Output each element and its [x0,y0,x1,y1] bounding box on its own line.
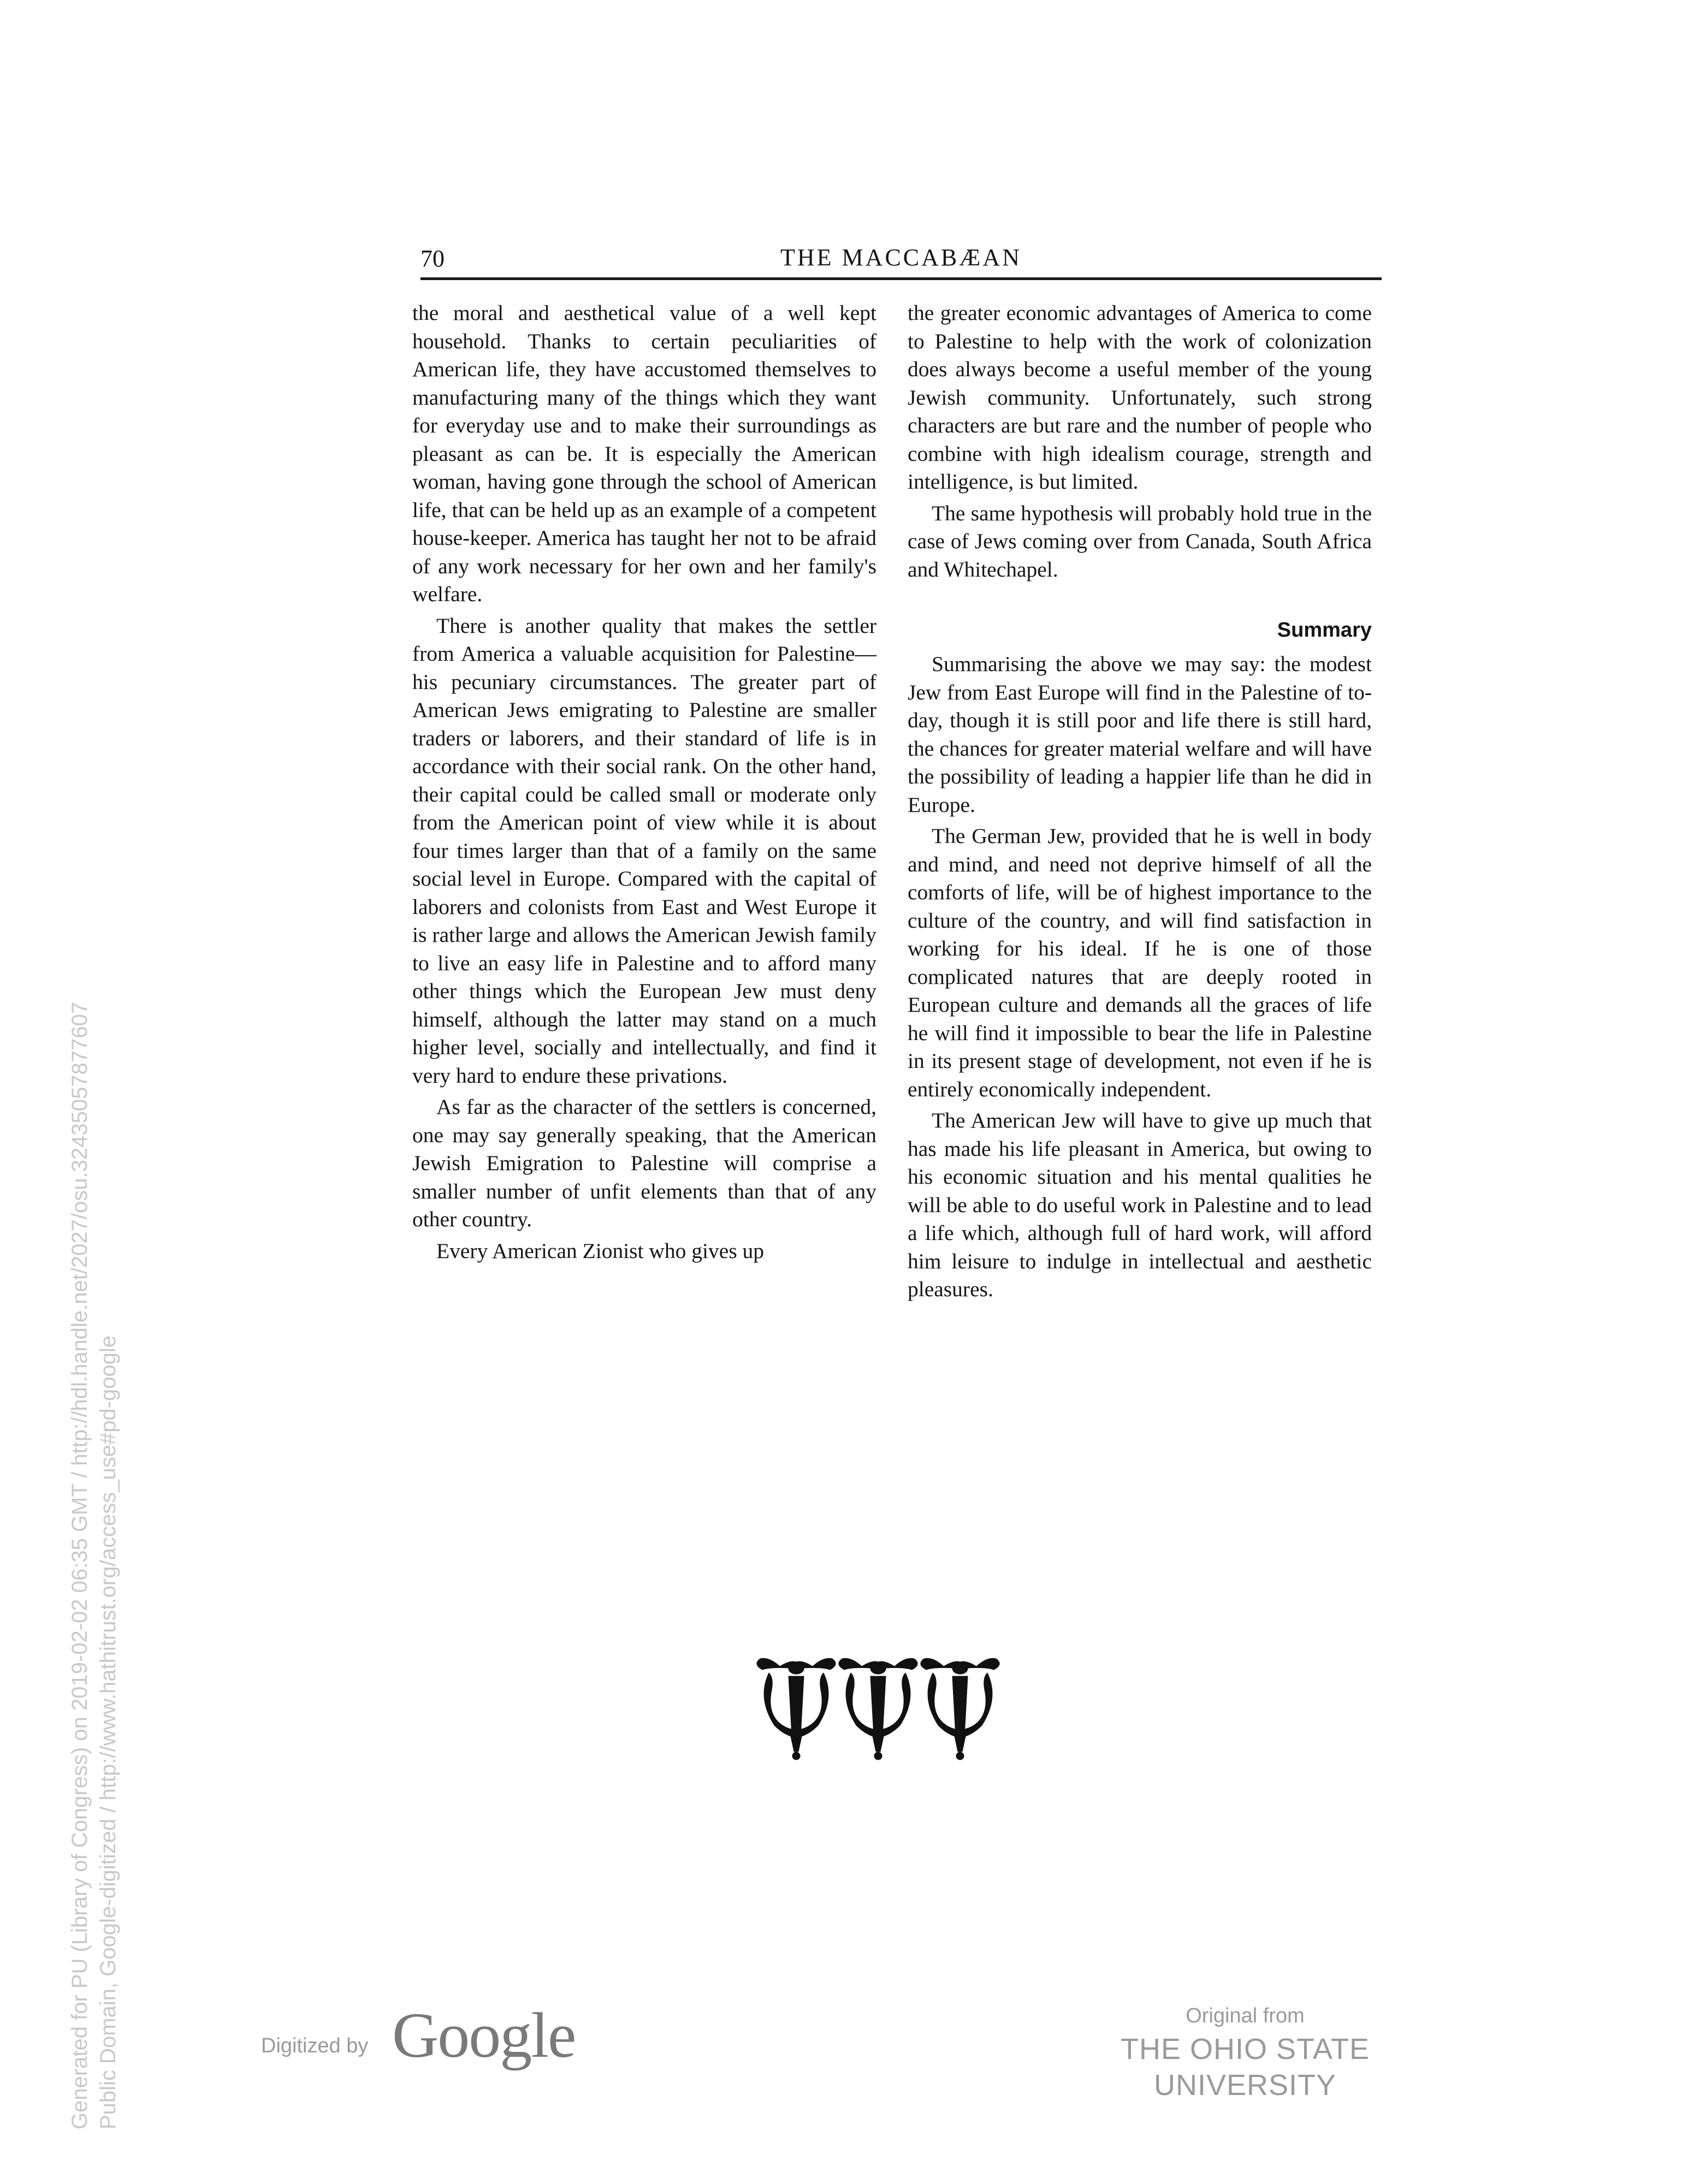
right-paragraph-1: the greater economic advantages of America to come to Palestine to help with the work of colonization does always become a useful member of the young Jewish community. Unfortunately, such strong characters are but rare and the number of people who combine with high idealism courage, strength and intelligence, is but limited. [908,301,1372,494]
summary-paragraph-1: Summarising the above we may say: the modest Jew from East Europe will find in the Palestine of to-day, though it is still poor and life there is still hard, the chances for greater material welfare and will have the possibility of leading a happier life than he did in Europe. [908,652,1372,817]
summary-paragraph-3: The American Jew will have to give up much that has made his life pleasant in America, but owing to his economic situation and his mental qualities he will be able to do useful work in Palestine and to lead a life which, although full of hard work, will afford him leisure to indulge in intellectual and aesthetic pleasures. [908,1108,1372,1301]
right-paragraph-2: The same hypothesis will probably hold true in the case of Jews coming over from Canada, South Africa and Whitechapel. [908,501,1372,581]
summary-heading: Summary [1277,619,1372,642]
watermark-line-2: Public Domain, Google-digitized / http://www.hathitrust.org/access_use#pd-google [96,1335,120,2129]
original-from-block [1054,2003,1436,2103]
google-logo: Google [392,1999,576,2071]
left-column [412,299,876,1265]
left-paragraph-1: the moral and aesthetical value of a well kept household. Thanks to certain peculiarities of American life, they have accustomed themselves to manufacturing many of the things which they want for everyday use and to make their surroundings as pleasant as can be. It is especially the American woman, having gone through the school of American life, that can be held up as an example of a competent house-keeper. America has taught her not to be afraid of any work necessary for her own and her family's welfare. [412,301,876,606]
summary-paragraph-2: The German Jew, provided that he is well in body and mind, and need not deprive himself of all the comforts of life, will be of highest importance to the culture of the country, and will find satisfaction in working for his ideal. If he is one of those complicated natures that are deeply rooted in European culture and demands all the graces of life he will find it impossible to bear the life in Palestine in its present stage of development, not even if he is entirely economically independent. [908,824,1372,1101]
original-from-label: Original from [1186,2004,1305,2027]
hathitrust-watermark [66,819,122,2129]
journal-title: THE MACCABÆAN [780,244,1022,271]
page-number: 70 [420,245,445,272]
digitized-by-label: Digitized by [261,2034,369,2057]
right-column [908,299,1372,1304]
left-paragraph-3: As far as the character of the settlers is concerned, one may say generally speaking, that the American Jewish Emigration to Palestine will comprise a smaller number of unfit elements than that of any other country. [412,1095,876,1231]
watermark-line-1: Generated for PU (Library of Congress) on 2019-02-02 06:35 GMT / http://hdl.handle.net/2027/osu.32435057877607 [68,1001,92,2129]
header-rule [420,277,1382,280]
running-head [420,240,1382,278]
laurel-wreath-torch-ornament-icon [753,1654,1004,1764]
left-paragraph-4: Every American Zionist who gives up [436,1238,765,1263]
university-name: THE OHIO STATE UNIVERSITY [1120,2033,1370,2102]
left-paragraph-2: There is another quality that makes the settler from America a valuable acquisition for Palestine—his pecuniary circumstances. The greater part of American Jews emigrating to Palestine are smaller traders or laborers, and their standard of life is in accordance with their social rank. On the other hand, their capital could be called small or moderate only from the American point of view while it is about four times larger than that of a family on the same social level in Europe. Compared with the capital of laborers and colonists from East and West Europe it is rather large and allows the American Jewish family to live an easy life in Palestine and to afford many other things which the European Jew must deny himself, although the latter may stand on a much higher level, socially and intellectually, and find it very hard to endure these privations. [412,613,876,1088]
